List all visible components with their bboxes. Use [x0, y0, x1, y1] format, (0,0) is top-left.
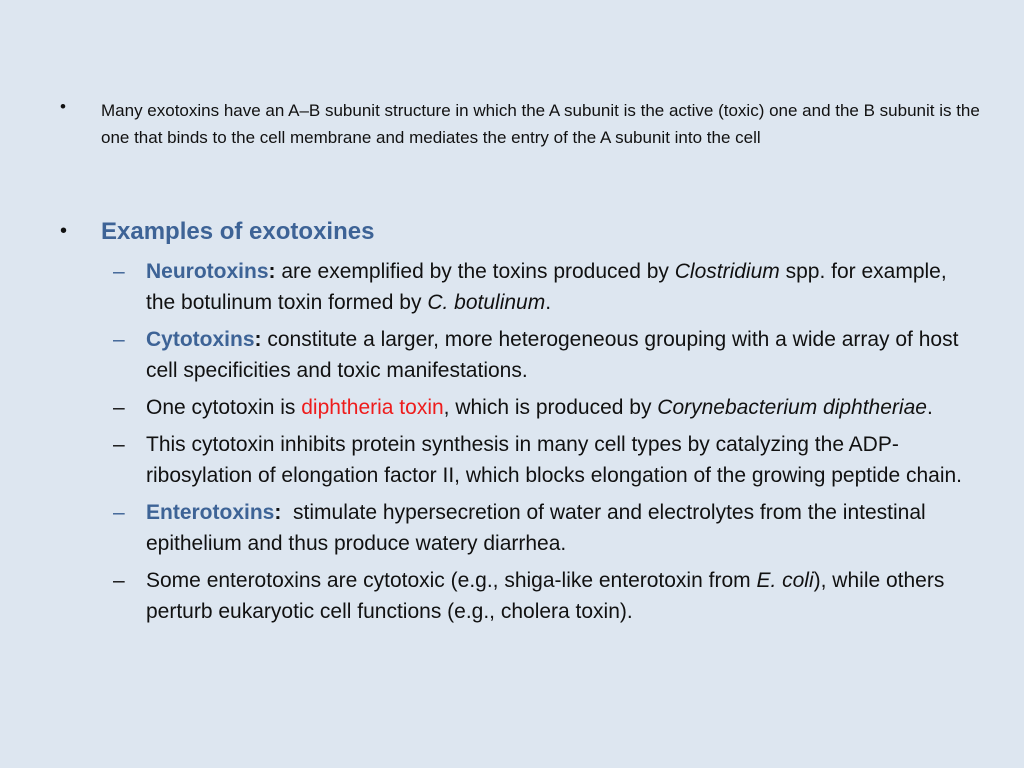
dash: –	[113, 396, 125, 419]
text: .	[926, 396, 933, 419]
text: , which is produced by	[443, 396, 658, 419]
bullet: •	[60, 97, 66, 116]
text-italic: Clostridium	[674, 260, 780, 283]
text: Some enterotoxins are cytotoxic (e.g., shiga-like enterotoxin from	[146, 569, 757, 592]
dash: –	[113, 501, 125, 524]
list-item-enterotoxin-examples	[113, 565, 966, 627]
term: Cytotoxins	[146, 328, 255, 351]
text: are exemplified by the toxins produced by	[275, 260, 675, 283]
colon: :	[254, 328, 262, 351]
text: spp. for example, the botulinum toxin formed by	[146, 260, 947, 314]
dash: –	[113, 260, 125, 283]
text: One cytotoxin is	[146, 396, 302, 419]
text: This cytotoxin inhibits protein synthesis in many cell types by catalyzing the ADP-ribosylation of elongation factor II, which blocks elongation of the growing peptide chain.	[146, 433, 963, 487]
highlight-text: diphtheria toxin	[301, 396, 444, 419]
colon: :	[274, 501, 282, 524]
text: constitute a larger, more heterogeneous grouping with a wide array of host cell specificities and toxic manifestations.	[146, 328, 959, 382]
text: ), while others perturb eukaryotic cell functions (e.g., cholera toxin).	[146, 569, 945, 623]
list-item-protein-synthesis	[113, 429, 966, 491]
dash: –	[113, 433, 125, 456]
list-item-diphtheria	[113, 392, 966, 423]
dash: –	[113, 569, 125, 592]
list-item-cytotoxins	[113, 324, 966, 386]
list-item-neurotoxins	[113, 256, 966, 318]
text: stimulate hypersecretion of water and electrolytes from the intestinal epithelium and thus produce watery diarrhea.	[146, 501, 932, 555]
text: .	[545, 291, 552, 314]
term: Neurotoxins	[146, 260, 269, 283]
section-heading: Examples of exotoxines	[101, 218, 375, 245]
dash: –	[113, 328, 125, 351]
text-italic: Corynebacterium diphtheriae	[657, 396, 927, 419]
list-item-enterotoxins	[113, 497, 966, 559]
term: Enterotoxins	[146, 501, 275, 524]
text-italic: C. botulinum	[427, 291, 546, 314]
sub-bullet-list	[113, 256, 966, 633]
colon: :	[268, 260, 276, 283]
text-italic: E. coli	[756, 569, 814, 592]
bullet: •	[60, 220, 68, 242]
intro-paragraph: Many exotoxins have an A–B subunit structure in which the A subunit is the active (toxic) one and the B subunit is the one that binds to the cell membrane and mediates the entry of the A subunit into the cell	[101, 101, 980, 147]
